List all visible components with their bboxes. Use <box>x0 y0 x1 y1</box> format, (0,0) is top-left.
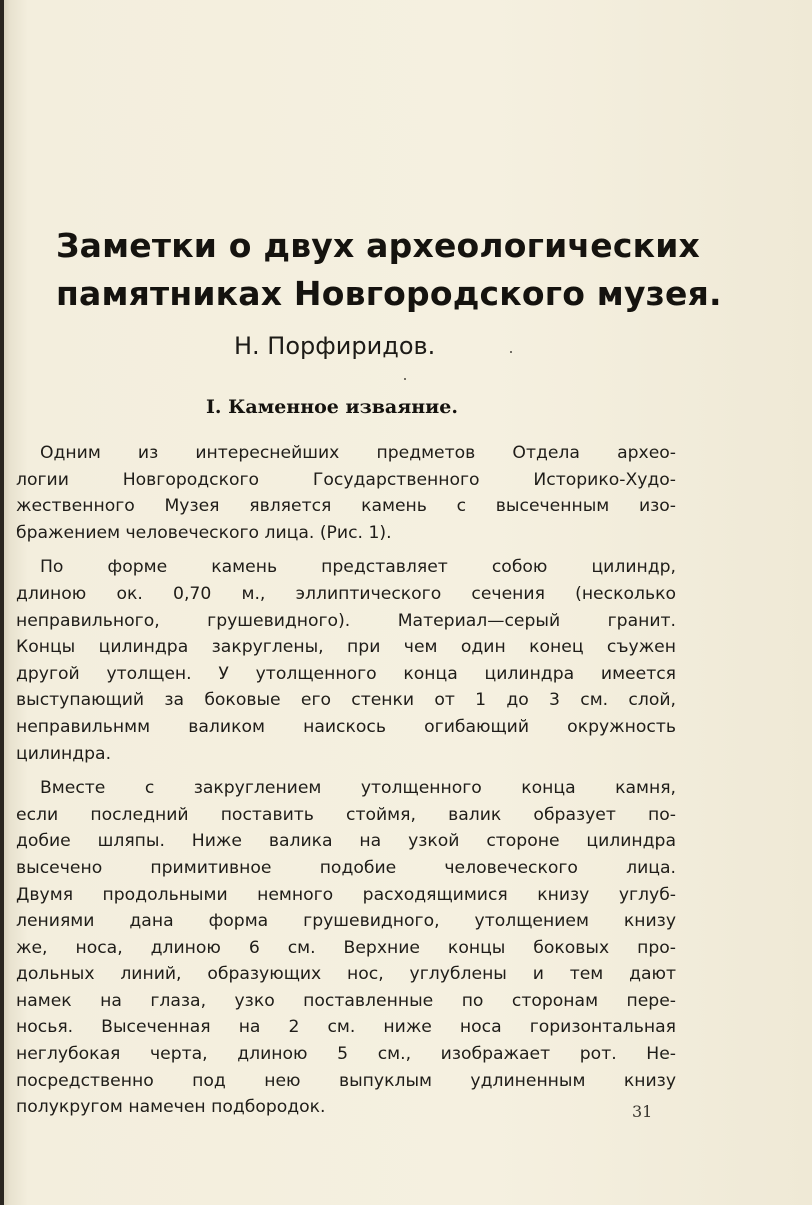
text-line: другой утолщен. У утолщенного конца цилиндра имеется <box>16 663 676 684</box>
section-heading: I. Каменное изваяние. <box>206 396 458 418</box>
text-line: дольных линий, образующих нос, углублены и тем дают <box>16 964 676 985</box>
text-line: цилиндра. <box>16 743 112 764</box>
text-line: намек на глаза, узко поставленные по сторонам пере- <box>16 990 676 1011</box>
binding-edge <box>0 0 4 1205</box>
paragraph <box>16 775 676 1121</box>
paragraph <box>16 554 676 767</box>
text-line: полукругом намечен подбородок. <box>16 1097 326 1118</box>
text-line: высечено примитивное подобие человеческого лица. <box>16 857 676 878</box>
text-line: Концы цилиндра закруглены, при чем один конец съужен <box>16 637 676 658</box>
title-line: Заметки о двух археологических <box>56 226 701 265</box>
text-line: выступающий за боковые его стенки от 1 до 3 см. слой, <box>16 690 676 711</box>
author-name: Н. Порфиридов. <box>234 332 436 360</box>
text-line: Одним из интереснейших предметов Отдела архео- <box>40 443 676 463</box>
print-speck <box>404 378 406 380</box>
text-line: бражением человеческого лица. (Рис. 1). <box>16 522 392 543</box>
text-line: Двумя продольными немного расходящимися книзу углуб- <box>16 884 676 905</box>
text-line: же, носа, длиною 6 см. Верхние концы боковых про- <box>16 937 676 958</box>
text-line: длиною ок. 0,70 м., эллиптического сечения (несколько <box>16 583 676 604</box>
text-line: неправильнмм валиком наискось огибающий окружность <box>16 716 676 737</box>
page-number: 31 <box>632 1102 653 1121</box>
text-line: лениями дана форма грушевидного, утолщением книзу <box>16 911 676 932</box>
paragraph <box>16 440 676 546</box>
text-line: неглубокая черта, длиною 5 см., изображает рот. Не- <box>16 1044 676 1065</box>
article-body <box>16 440 676 1129</box>
text-line: По форме камень представляет собою цилиндр, <box>40 557 676 578</box>
article-title <box>56 222 722 318</box>
text-line: неправильного, грушевидного). Материал—серый гранит. <box>16 610 676 631</box>
text-line: посредственно под нею выпуклым удлиненным книзу <box>16 1070 676 1091</box>
text-line: если последний поставить стоймя, валик образует по- <box>16 804 676 825</box>
text-line: Вместе с закруглением утолщенного конца камня, <box>40 778 676 799</box>
text-line: добие шляпы. Ниже валика на узкой стороне цилиндра <box>16 831 676 852</box>
title-line: памятниках Новгородского музея. <box>56 274 722 313</box>
text-line: жественного Музея является камень с высеченным изо- <box>16 496 676 517</box>
print-speck <box>510 351 512 353</box>
text-line: носья. Высеченная на 2 см. ниже носа горизонтальная <box>16 1017 676 1038</box>
text-line: логии Новгородского Государственного Историко-Худо- <box>16 469 676 490</box>
